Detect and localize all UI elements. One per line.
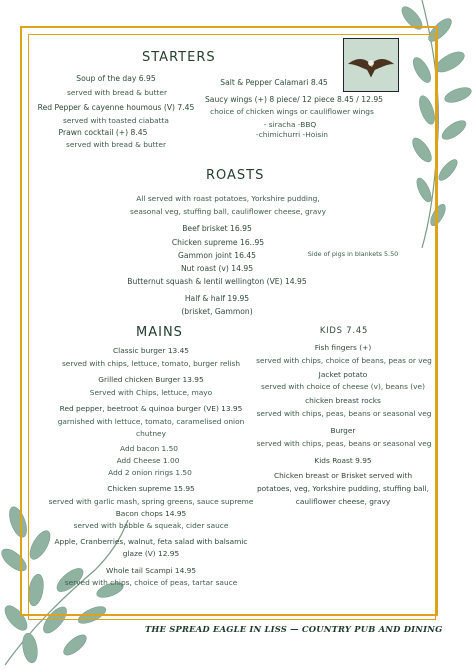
- roast-item: Beef brisket 16.95: [182, 224, 252, 233]
- starter-description: served with bread & butter: [66, 140, 166, 149]
- eagle-logo: [343, 38, 399, 92]
- main-item: Chicken supreme 15.95: [107, 484, 195, 493]
- starter-description: served with bread & butter: [67, 88, 167, 97]
- mains-heading: MAINS: [136, 325, 183, 340]
- starter-description: choice of chicken wings or cauliflower wings: [210, 107, 374, 116]
- main-addon: Add 2 onion rings 1.50: [108, 468, 192, 477]
- kids-heading: KIDS 7.45: [319, 325, 369, 335]
- roasts-intro: All served with roast potatoes, Yorkshire pudding,: [136, 194, 320, 203]
- kids-description: Chicken breast or Brisket served with: [273, 471, 413, 480]
- main-item: Red pepper, beetroot & quinoa burger (VE) 13.95: [59, 404, 243, 413]
- starter-item: Prawn cocktail (+) 8.45: [58, 128, 148, 137]
- main-description: Served with Chips, lettuce, mayo: [89, 388, 213, 397]
- roast-item: Butternut squash & lentil wellington (VE) 14.95: [127, 277, 307, 286]
- starter-item: Salt & Pepper Calamari 8.45: [220, 78, 328, 87]
- footer-tagline: THE SPREAD EAGLE IN LISS — COUNTRY PUB AND DINING: [145, 624, 443, 634]
- roasts-heading: ROASTS: [206, 168, 265, 183]
- starter-item: Soup of the day 6.95: [76, 74, 156, 83]
- starter-item: Red Pepper & cayenne houmous (V) 7.45: [37, 103, 195, 112]
- main-item: glaze (V) 12.95: [122, 549, 180, 558]
- roast-item-note: (brisket, Gammon): [181, 307, 253, 316]
- kids-item: Jacket potato: [318, 370, 368, 379]
- main-description: served with babble & squeak, cider sauce: [73, 521, 229, 530]
- main-item: Classic burger 13.45: [113, 346, 189, 355]
- roasts-intro: seasonal veg, stuffing ball, cauliflower cheese, gravy: [129, 207, 327, 216]
- roast-item: Chicken supreme 16..95: [171, 238, 265, 247]
- roast-item: Half & half 19.95: [184, 294, 250, 303]
- sauce-options: -chimichurri -Hoisin: [256, 130, 328, 139]
- starters-heading: STARTERS: [142, 50, 216, 65]
- main-description: served with garlic mash, spring greens, sauce supreme: [48, 497, 254, 506]
- roast-item: Nut roast (v) 14.95: [180, 264, 254, 273]
- main-description: garnished with lettuce, tomato, caramelised onion: [57, 417, 245, 426]
- main-item: Grilled chicken Burger 13.95: [98, 375, 204, 384]
- main-item: Apple, Cranberries, walnut, feta salad with balsamic: [54, 537, 248, 546]
- kids-description: potatoes, veg, Yorkshire pudding, stuffing ball,: [256, 484, 430, 493]
- starter-description: served with toasted ciabatta: [63, 116, 169, 125]
- roast-side-note: Side of pigs in blankets 5.50: [307, 250, 399, 258]
- kids-description: served with chips, peas, beans or seasonal veg: [256, 409, 432, 418]
- kids-item: Fish fingers (+): [314, 343, 372, 352]
- main-description: served with chips, choice of peas, tartar sauce: [64, 578, 238, 587]
- kids-description: served with chips, choice of beans, peas or veg: [256, 356, 432, 365]
- kids-description: served with choice of cheese (v), beans (ve): [261, 382, 425, 391]
- main-description: chutney: [136, 429, 166, 438]
- main-item: Whole tail Scampi 14.95: [105, 566, 197, 575]
- main-description: served with chips, lettuce, tomato, burger relish: [61, 359, 241, 368]
- kids-item: chicken breast rocks: [305, 396, 381, 405]
- main-addon: Add bacon 1.50: [120, 444, 178, 453]
- sauce-options: - siracha -BBQ: [263, 120, 317, 129]
- kids-description: cauliflower cheese, gravy: [295, 497, 391, 506]
- starter-item: Saucy wings (+) 8 piece/ 12 piece 8.45 / 12.95: [204, 95, 384, 104]
- kids-item: Kids Roast 9.95: [314, 456, 372, 465]
- main-item: Bacon chops 14.95: [115, 509, 187, 518]
- kids-item: Burger: [330, 426, 356, 435]
- kids-description: served with chips, peas, beans or seasonal veg: [256, 439, 432, 448]
- main-addon: Add Cheese 1.00: [116, 456, 180, 465]
- roast-item: Gammon joint 16.45: [177, 251, 257, 260]
